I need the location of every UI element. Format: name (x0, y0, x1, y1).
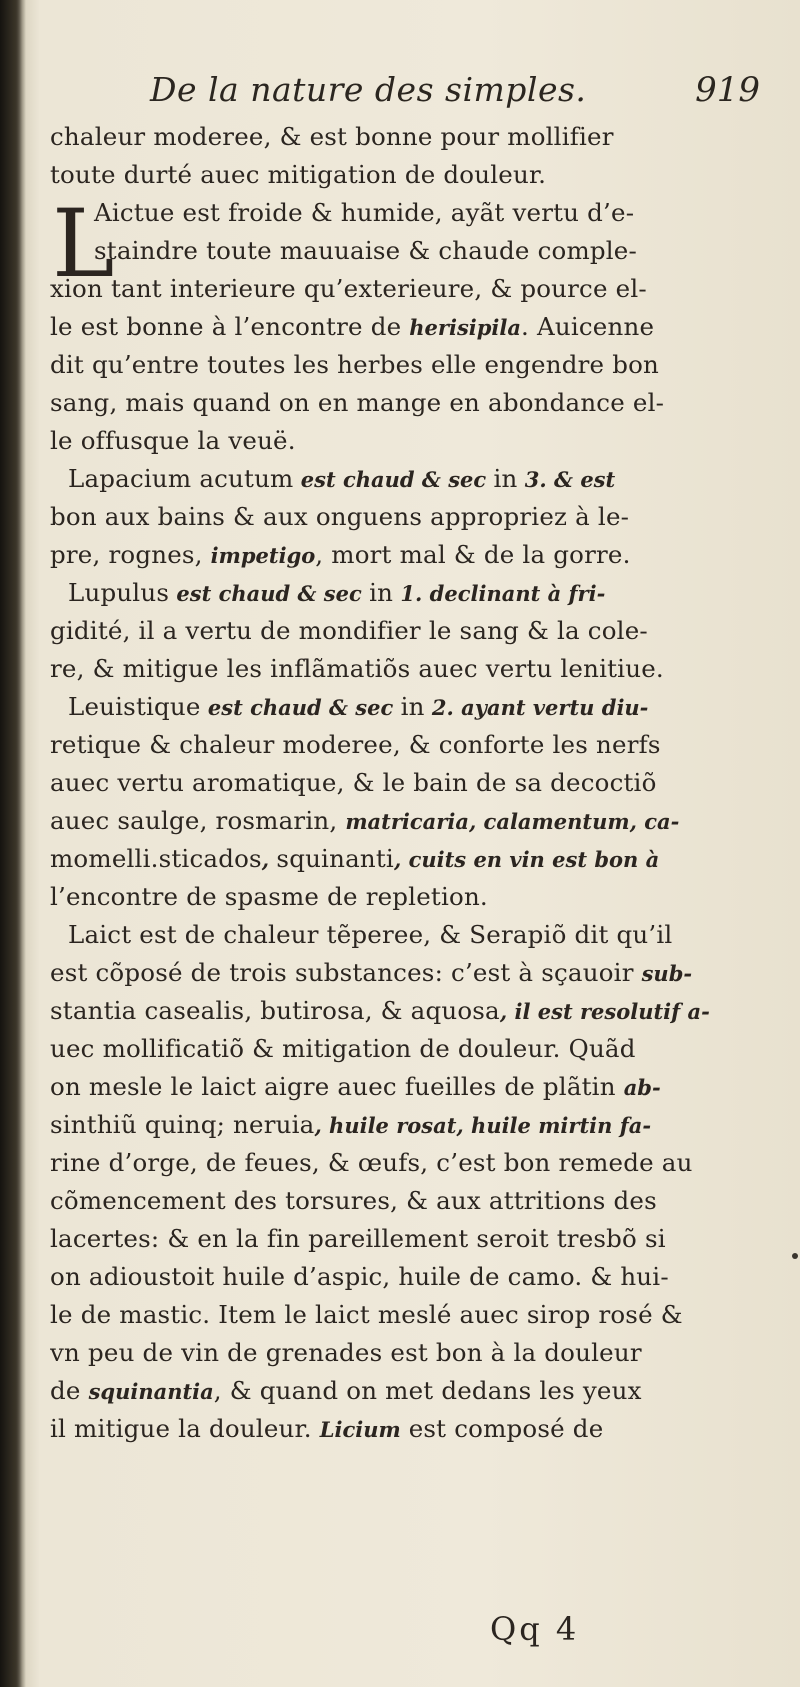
text-run: Laict est de chaleur tẽperee, & Serapiõ dit qu’il (68, 920, 673, 949)
text-run: gidité, il a vertu de mondifier le sang & la cole- (50, 616, 648, 645)
text-run: il mitigue la douleur. (50, 1414, 320, 1443)
text-run: pre, rognes, (50, 540, 211, 569)
text-run: in (493, 464, 518, 493)
text-run: bon aux bains & aux onguens appropriez à le- (50, 502, 630, 531)
italic-term: , il est resolutif a- (499, 999, 710, 1024)
text-run: lacertes: & en la fin pareillement seroit tresbõ si (50, 1224, 666, 1253)
text-run: est cõposé de trois substances: c’est à sçauoir (50, 958, 642, 987)
text-line (50, 536, 762, 574)
text-line (50, 194, 762, 232)
drop-capital: L (52, 190, 115, 299)
page-number: 919 (695, 70, 760, 110)
text-line (50, 1030, 762, 1068)
text-line (50, 612, 762, 650)
text-run: l’encontre de spasme de repletion. (50, 882, 488, 911)
text-run: vn peu de vin de grenades est bon à la douleur (50, 1338, 642, 1367)
text-line (50, 422, 762, 460)
text-run: , & quand on met dedans les yeux (213, 1376, 642, 1405)
italic-term: herisipila (409, 315, 521, 340)
text-line (50, 764, 762, 802)
italic-term: est chaud & sec (293, 467, 494, 492)
text-run: cõmencement des torsures, & aux attritions des (50, 1186, 657, 1215)
text-line (50, 688, 762, 726)
text-line (50, 384, 762, 422)
text-run: , mort mal & de la gorre. (315, 540, 631, 569)
page-header (150, 70, 760, 120)
text-line (50, 1220, 762, 1258)
text-run: retique & chaleur moderee, & conforte les nerfs (50, 730, 661, 759)
text-line (50, 574, 762, 612)
text-line (50, 1144, 762, 1182)
italic-term: sub- (641, 961, 693, 986)
text-line (50, 650, 762, 688)
text-run: le est bonne à l’encontre de (50, 312, 410, 341)
text-line (50, 840, 762, 878)
text-run: toute durté auec mitigation de douleur. (50, 160, 547, 189)
text-line (50, 954, 762, 992)
italic-term: , cuits en vin est bon à (393, 847, 660, 872)
italic-term: matricaria, calamentum, ca- (345, 809, 680, 834)
text-run: est composé de (400, 1414, 604, 1443)
italic-term: impetigo (210, 543, 316, 568)
text-run: auec saulge, rosmarin, (50, 806, 346, 835)
text-run: Lupulus (68, 578, 170, 607)
running-title: De la nature des simples. (150, 70, 587, 109)
text-line (50, 270, 762, 308)
text-line (50, 1106, 762, 1144)
italic-term: , (261, 847, 277, 872)
edge-ink-mark (792, 1253, 798, 1259)
text-line (50, 1334, 762, 1372)
text-line (50, 308, 762, 346)
text-run: re, & mitigue les inflãmatiõs auec vertu lenitiue. (50, 654, 664, 683)
text-line (50, 1372, 762, 1410)
text-run: de (50, 1376, 89, 1405)
page-footer (490, 1610, 670, 1650)
text-line (50, 232, 762, 270)
italic-term: squinantia (88, 1379, 214, 1404)
italic-term: ab- (623, 1075, 661, 1100)
text-line (50, 1410, 762, 1448)
text-run: dit qu’entre toutes les herbes elle engendre bon (50, 350, 660, 379)
italic-term: 2. ayant vertu diu- (424, 695, 649, 720)
text-run: on mesle le laict aigre auec fueilles de plãtin (50, 1072, 624, 1101)
text-line (50, 992, 762, 1030)
text-run: in (369, 578, 394, 607)
text-line (50, 460, 762, 498)
text-run: sinthiũ quinq; neruia (50, 1110, 315, 1139)
italic-term: , huile rosat, huile mirtin fa- (314, 1113, 652, 1138)
text-run: Aictue est froide & humide, ayãt vertu d’e- (94, 198, 635, 227)
text-line (50, 1182, 762, 1220)
text-line (50, 498, 762, 536)
text-line (50, 1296, 762, 1334)
text-run: on adioustoit huile d’aspic, huile de camo. & hui- (50, 1262, 669, 1291)
text-run: auec vertu aromatique, & le bain de sa decoctiõ (50, 768, 657, 797)
text-run: . Auicenne (521, 312, 655, 341)
text-run: in (400, 692, 425, 721)
text-run: staindre toute mauuaise & chaude comple- (94, 236, 637, 265)
text-run: momelli.sticados (50, 844, 262, 873)
text-line (50, 726, 762, 764)
italic-term: est chaud & sec (169, 581, 370, 606)
text-line (50, 1258, 762, 1296)
text-line (50, 1068, 762, 1106)
text-run: stantia casealis, butirosa, & aquosa (50, 996, 500, 1025)
text-run: rine d’orge, de feues, & œufs, c’est bon remede au (50, 1148, 693, 1177)
italic-term: 3. & est (517, 467, 616, 492)
text-line (50, 878, 762, 916)
text-line (50, 802, 762, 840)
text-run: le offusque la veuë. (50, 426, 296, 455)
text-run: Leuistique (68, 692, 201, 721)
text-run: squinanti (276, 844, 394, 873)
text-run: le de mastic. Item le laict meslé auec sirop rosé & (50, 1300, 683, 1329)
text-run: xion tant interieure qu’exterieure, & pource el- (50, 274, 647, 303)
italic-term: 1. declinant à fri- (393, 581, 606, 606)
italic-term: est chaud & sec (200, 695, 401, 720)
text-line (50, 346, 762, 384)
signature-mark: Qq 4 (490, 1610, 580, 1648)
text-run: uec mollificatiõ & mitigation de douleur. Quãd (50, 1034, 636, 1063)
text-run: sang, mais quand on en mange en abondance el- (50, 388, 665, 417)
text-line (50, 916, 762, 954)
text-run: Lapacium acutum (68, 464, 294, 493)
text-run: chaleur moderee, & est bonne pour mollifier (50, 122, 614, 151)
text-line (50, 118, 762, 156)
binding-gutter (0, 0, 26, 1687)
italic-term: Licium (319, 1417, 401, 1442)
text-line (50, 156, 762, 194)
body-text (50, 118, 762, 1448)
